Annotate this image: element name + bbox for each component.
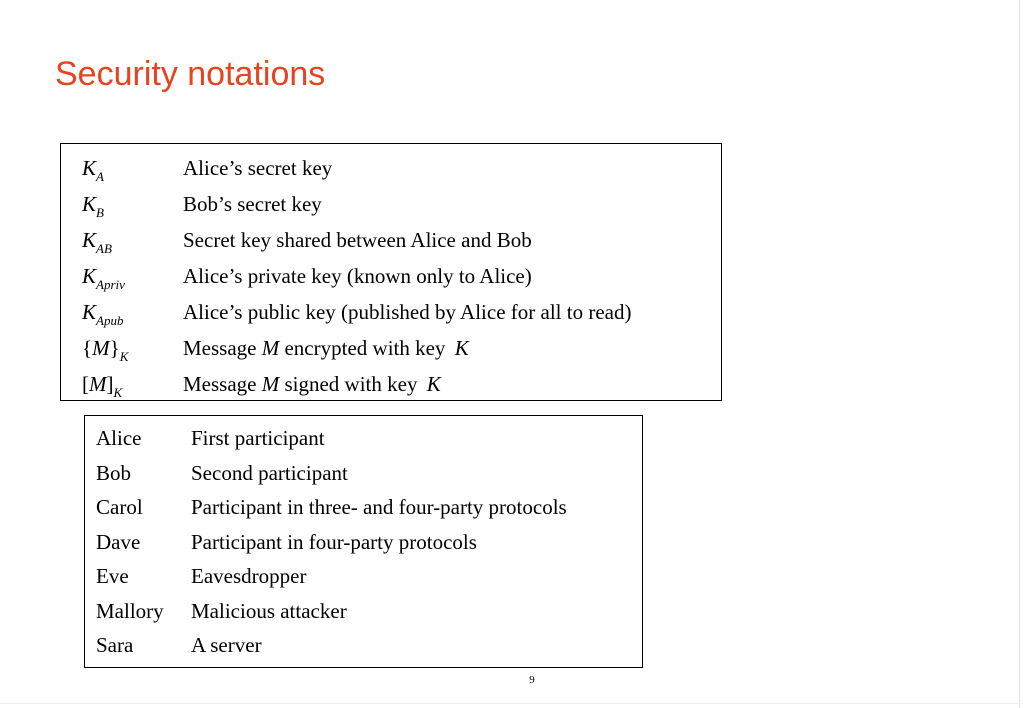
key-notation-row [61,225,721,261]
key-symbol: $K_A$ [82,156,104,184]
key-description: Secret key shared between Alice and Bob [183,228,532,252]
slide-title: Security notations [55,55,326,93]
key-notation-row [61,261,721,297]
participant-row [85,630,642,666]
participant-description: First participant [191,426,325,450]
key-notation-row [61,369,721,405]
participant-row [85,458,642,494]
participant-description: A server [191,633,262,657]
participant-name: Alice [96,426,142,450]
participant-name: Carol [96,495,143,519]
participant-description: Participant in three- and four-party protocols [191,495,567,519]
key-notation-row [61,297,721,333]
key-description: Alice’s public key (published by Alice for all to read) [183,300,632,324]
participant-name: Dave [96,530,141,554]
participant-name: Mallory [96,599,164,623]
participant-row [85,423,642,459]
participant-description: Second participant [191,461,348,485]
participant-row [85,492,642,528]
slide-bottom-edge [0,703,1023,704]
key-notation-row [61,189,721,225]
key-symbol: $K_{AB}$ [82,228,112,256]
participant-name: Bob [96,461,132,485]
key-symbol: $K_{Apub}$ [82,300,124,328]
key-notation-table [60,143,722,401]
key-symbol: $\{M\}_K$ [82,336,129,364]
page-number: 9 [529,674,535,686]
key-description: Message M signed with key K [183,372,441,396]
participant-description: Malicious attacker [191,599,347,623]
participants-table [84,415,643,668]
key-notation-row [61,153,721,189]
participant-row [85,596,642,632]
participant-row [85,561,642,597]
participant-name: Sara [96,633,134,657]
participant-row [85,527,642,563]
key-symbol: $[M]_K$ [82,372,123,400]
slide-right-edge [1019,0,1020,708]
key-description: Bob’s secret key [183,192,322,216]
key-symbol: $K_B$ [82,192,104,220]
key-description: Message M encrypted with key K [183,336,469,360]
participant-description: Participant in four-party protocols [191,530,477,554]
key-description: Alice’s secret key [183,156,333,180]
participant-name: Eve [96,564,129,588]
participant-description: Eavesdropper [191,564,307,588]
key-notation-row [61,333,721,369]
key-description: Alice’s private key (known only to Alice) [183,264,532,288]
key-symbol: $K_{Apriv}$ [82,264,125,292]
